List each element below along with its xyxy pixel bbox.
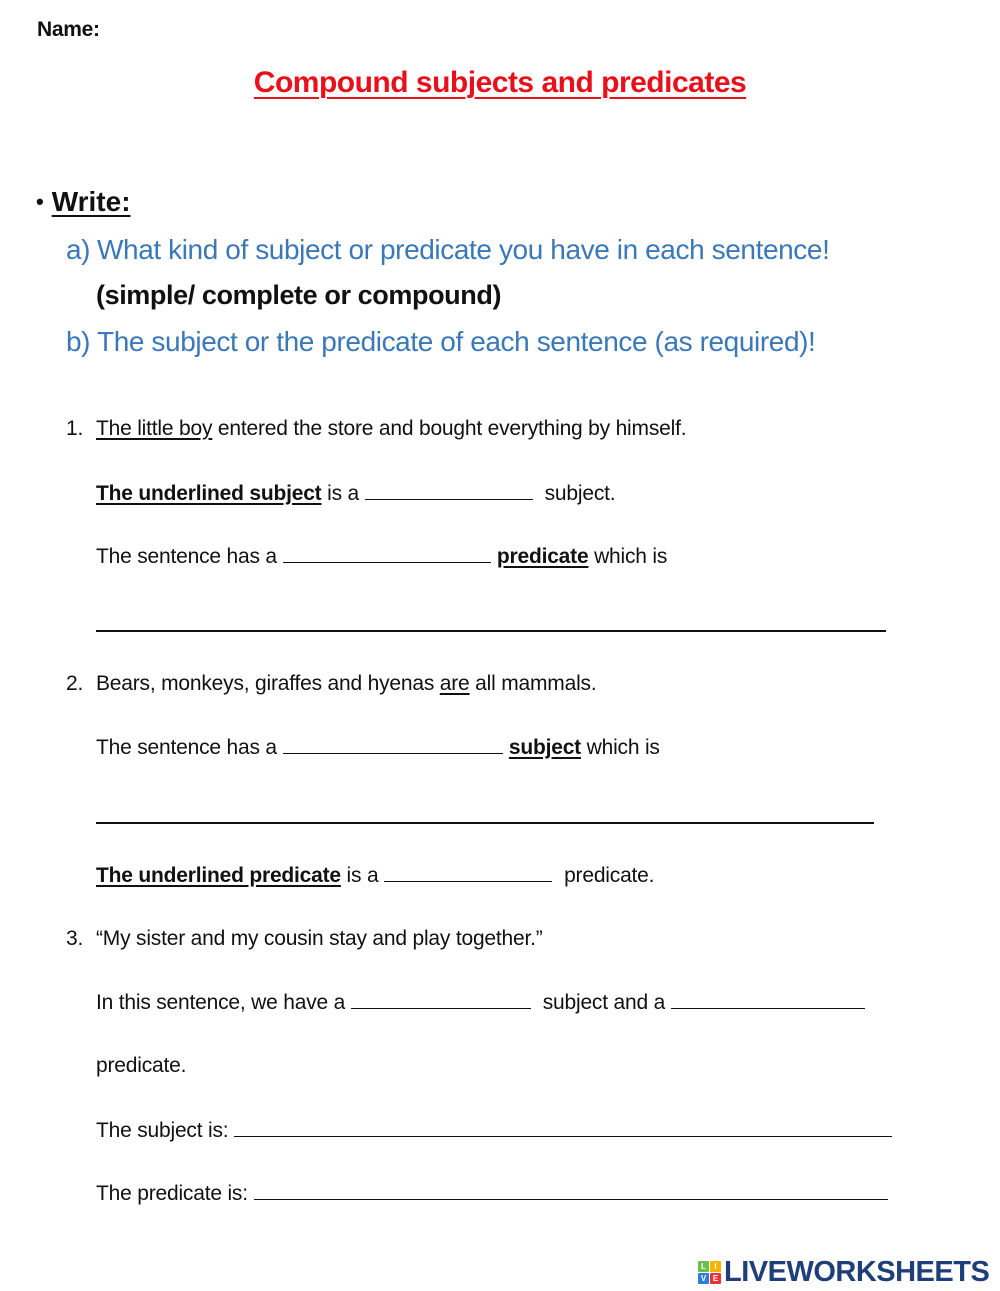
text: which is	[580, 736, 660, 759]
text: subject.	[538, 482, 616, 505]
question-number: 1.	[66, 417, 84, 440]
question-3-predicate-row	[96, 1181, 894, 1206]
instruction-a-marker: a)	[66, 234, 91, 265]
question-1-line-2	[96, 544, 667, 569]
text: is a	[321, 482, 359, 505]
bold-label: predicate	[496, 545, 589, 568]
answer-blank-q3-subject-type[interactable]	[351, 990, 531, 1009]
predicate-label: The predicate is:	[96, 1182, 248, 1205]
question-1-sentence	[66, 417, 686, 441]
question-3-line-2: predicate.	[96, 1054, 187, 1077]
answer-line-q3-subject[interactable]	[234, 1118, 892, 1137]
question-3-subject-row	[96, 1118, 898, 1143]
liveworksheets-logo	[698, 1256, 989, 1289]
bold-label: subject	[508, 736, 581, 759]
logo-text: LIVEWORKSHEETS	[724, 1256, 990, 1288]
text: The sentence has a	[96, 736, 277, 759]
logo-letter: E	[710, 1273, 721, 1284]
question-2-line-1	[96, 735, 660, 760]
sentence-text: all mammals.	[469, 672, 597, 695]
bold-label: The underlined predicate	[96, 864, 341, 887]
name-label: Name:	[37, 18, 100, 41]
instruction-a	[66, 234, 829, 266]
bullet-icon: •	[36, 189, 44, 214]
text: subject and a	[537, 991, 666, 1014]
subject-label: The subject is:	[96, 1119, 229, 1142]
sentence-text: entered the store and bought everything by himself.	[212, 417, 687, 440]
answer-line-q3-predicate[interactable]	[254, 1181, 888, 1200]
answer-blank-q2-predicate-type[interactable]	[384, 863, 552, 882]
answer-line-q1-predicate[interactable]	[96, 630, 886, 632]
instruction-b-text: The subject or the predicate of each sentence (as required)!	[97, 326, 816, 357]
sentence-text: “My sister and my cousin stay and play together.”	[96, 927, 543, 950]
instruction-a-text: What kind of subject or predicate you have in each sentence!	[97, 234, 830, 265]
write-heading	[36, 186, 131, 218]
question-2-line-3	[96, 863, 654, 888]
text: is a	[340, 864, 379, 887]
text: predicate.	[558, 864, 655, 887]
answer-blank-q1-predicate-type[interactable]	[283, 544, 491, 563]
logo-letter: L	[698, 1261, 709, 1272]
answer-line-q2-subject[interactable]	[96, 822, 874, 824]
logo-letter: I	[710, 1261, 721, 1272]
bold-label: The underlined subject	[96, 482, 322, 505]
text: The sentence has a	[96, 545, 277, 568]
answer-blank-q2-subject-type[interactable]	[283, 735, 503, 754]
logo-live-icon	[698, 1261, 721, 1284]
question-number: 3.	[66, 927, 84, 950]
page-title: Compound subjects and predicates	[253, 66, 747, 99]
question-number: 2.	[66, 672, 84, 695]
instruction-b	[66, 326, 815, 358]
question-2-sentence	[66, 672, 596, 696]
instruction-b-marker: b)	[66, 326, 91, 357]
underlined-predicate: are	[439, 672, 470, 695]
underlined-subject: The little boy	[96, 417, 213, 440]
answer-blank-q3-predicate-type[interactable]	[671, 990, 865, 1009]
answer-blank-q1-subject-type[interactable]	[365, 481, 533, 500]
logo-letter: V	[698, 1273, 709, 1284]
write-label: Write:	[51, 186, 131, 217]
text: which is	[588, 545, 668, 568]
question-1-line-1	[96, 481, 615, 506]
text: In this sentence, we have a	[96, 991, 346, 1014]
question-3-sentence	[66, 927, 543, 951]
instruction-a-note: (simple/ complete or compound)	[96, 280, 502, 310]
question-3-line-1	[96, 990, 871, 1015]
sentence-text: Bears, monkeys, giraffes and hyenas	[96, 672, 440, 695]
